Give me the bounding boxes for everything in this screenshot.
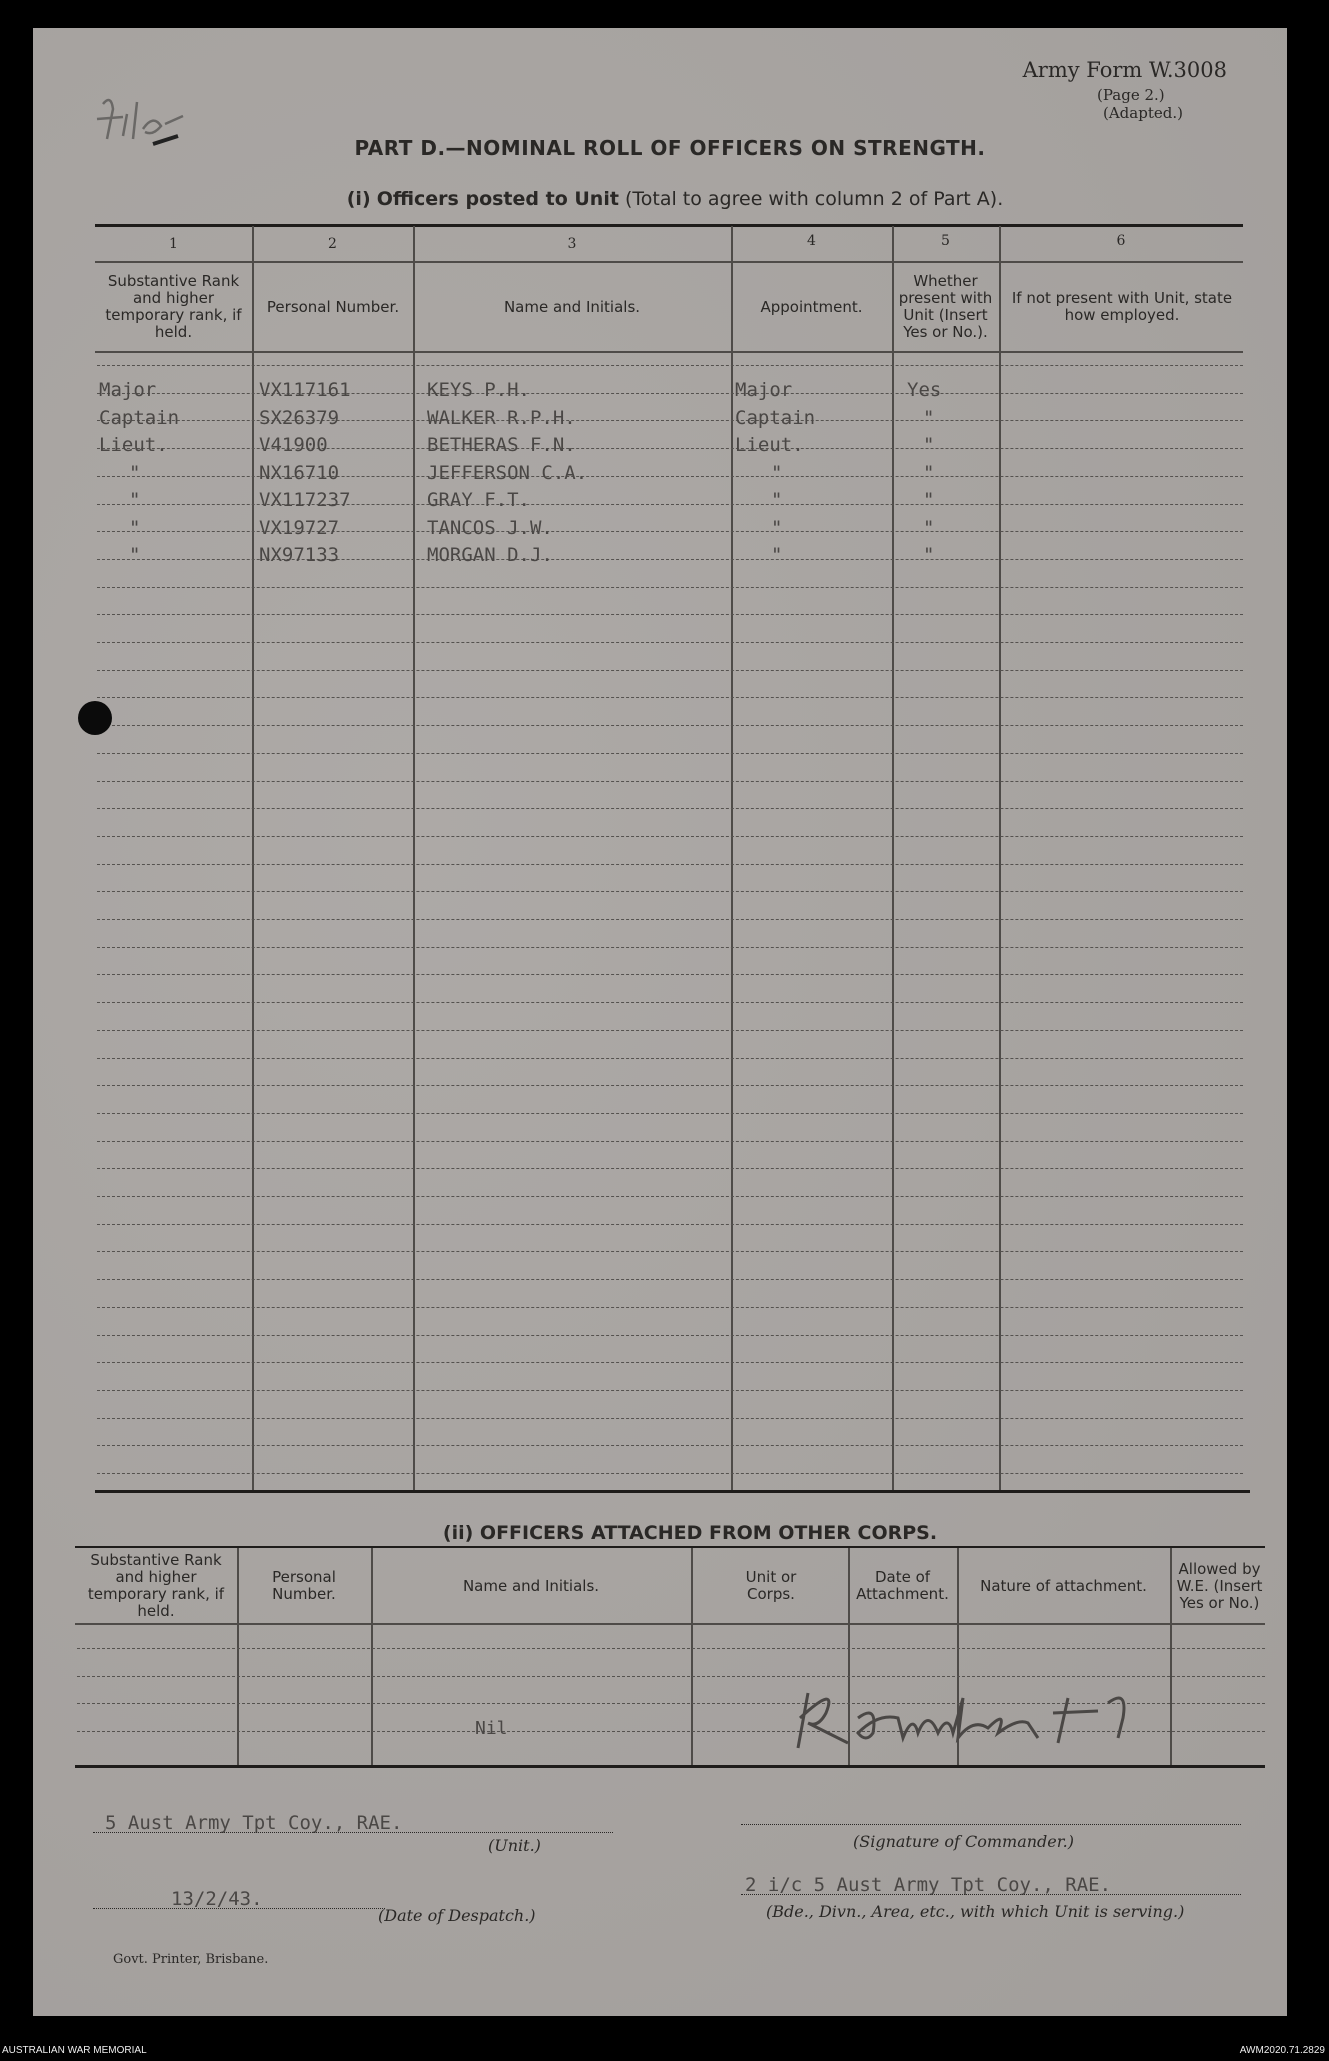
row-rule bbox=[97, 947, 1243, 948]
colnum-1: 1 bbox=[169, 236, 178, 252]
cell-name: JEFFERSON C.A. bbox=[427, 462, 588, 484]
row-rule bbox=[97, 1113, 1243, 1114]
cell-present: " bbox=[923, 407, 935, 429]
header-appointment: Appointment. bbox=[760, 297, 863, 316]
cell-number: NX97133 bbox=[259, 544, 340, 566]
row-rule bbox=[97, 891, 1243, 892]
row-rule bbox=[97, 974, 1243, 975]
date-caption: (Date of Despatch.) bbox=[378, 1906, 536, 1925]
cell-number: NX16710 bbox=[259, 462, 340, 484]
ii-header-rank: Substantive Rank and higher temporary rank, if held. bbox=[87, 1551, 225, 1620]
cell-appointment: " bbox=[771, 517, 783, 539]
row-rule bbox=[97, 1279, 1243, 1280]
signature-caption: (Signature of Commander.) bbox=[853, 1832, 1074, 1851]
part-d-title: PART D.—NOMINAL ROLL OF OFFICERS ON STRENGTH. bbox=[354, 136, 986, 160]
ii-row-rule bbox=[77, 1648, 1265, 1649]
cell-appointment: " bbox=[771, 489, 783, 511]
unit-value: 5 Aust Army Tpt Coy., RAE. bbox=[105, 1812, 403, 1834]
footer-accession: AWM2020.71.2829 bbox=[1239, 2045, 1325, 2056]
cell-appointment: " bbox=[771, 544, 783, 566]
part-ii-title: (ii) OFFICERS ATTACHED FROM OTHER CORPS. bbox=[442, 1522, 938, 1544]
colnum-rule bbox=[95, 261, 1243, 263]
row-rule bbox=[97, 725, 1243, 726]
signature-line bbox=[741, 1824, 1241, 1825]
col-divider-4 bbox=[892, 226, 894, 1490]
part-ii-top-rule bbox=[75, 1546, 1265, 1548]
subtitle-prefix: (i) bbox=[346, 188, 371, 210]
form-adapted: (Adapted.) bbox=[1103, 104, 1183, 122]
header-rank: Substantive Rank and higher temporary rank, if held. bbox=[105, 272, 242, 341]
cell-present: " bbox=[923, 544, 935, 566]
row-rule bbox=[97, 642, 1243, 643]
cell-number: VX19727 bbox=[259, 517, 340, 539]
col-divider-2 bbox=[413, 226, 415, 1490]
cell-rank: " bbox=[129, 544, 141, 566]
colnum-6: 6 bbox=[1116, 233, 1126, 249]
cell-present: Yes bbox=[907, 379, 942, 401]
form-page-number: (Page 2.) bbox=[1097, 86, 1165, 104]
ii-row-rule bbox=[77, 1676, 1265, 1677]
unit-line bbox=[93, 1832, 613, 1833]
commander-signature bbox=[778, 1678, 1278, 1758]
ii-header-date: Date of Attachment. bbox=[856, 1568, 949, 1603]
cell-present: " bbox=[923, 489, 935, 511]
header-employment: If not present with Unit, state how employed. bbox=[1011, 289, 1233, 324]
row-rule bbox=[97, 1418, 1243, 1419]
cell-present: " bbox=[923, 434, 935, 456]
row-rule bbox=[97, 781, 1243, 782]
cell-appointment: Lieut. bbox=[735, 434, 804, 456]
row-rule bbox=[97, 365, 1243, 366]
cell-rank: " bbox=[129, 489, 141, 511]
row-rule bbox=[97, 864, 1243, 865]
row-rule bbox=[97, 836, 1243, 837]
table-bottom-rule bbox=[95, 1490, 1250, 1493]
cell-name: BETHERAS F.N. bbox=[427, 434, 576, 456]
cell-name: KEYS P.H. bbox=[427, 379, 530, 401]
cell-present: " bbox=[923, 462, 935, 484]
punch-hole bbox=[78, 701, 112, 735]
row-rule bbox=[97, 1141, 1243, 1142]
row-rule bbox=[97, 1196, 1243, 1197]
bde-caption: (Bde., Divn., Area, etc., with which Unit is serving.) bbox=[766, 1902, 1185, 1921]
ii-header-unit: Unit or Corps. bbox=[745, 1568, 797, 1603]
cell-number: SX26379 bbox=[259, 407, 340, 429]
row-rule bbox=[97, 1251, 1243, 1252]
row-rule bbox=[97, 1168, 1243, 1169]
part-d-subtitle bbox=[33, 188, 1287, 210]
header-rule bbox=[95, 351, 1243, 353]
cell-name: MORGAN D.J. bbox=[427, 544, 553, 566]
row-rule bbox=[97, 808, 1243, 809]
table-top-rule bbox=[95, 224, 1243, 227]
bde-value: 2 i/c 5 Aust Army Tpt Coy., RAE. bbox=[745, 1874, 1112, 1896]
date-value: 13/2/43. bbox=[171, 1888, 263, 1910]
form-page bbox=[33, 28, 1287, 2016]
subtitle-rest: (Total to agree with column 2 of Part A). bbox=[624, 188, 1004, 210]
cell-rank: Major bbox=[99, 379, 157, 401]
nil-entry: Nil bbox=[475, 1718, 508, 1739]
cell-present: " bbox=[923, 517, 935, 539]
ii-header-name: Name and Initials. bbox=[462, 1576, 600, 1595]
colnum-5: 5 bbox=[941, 233, 950, 249]
cell-number: VX117237 bbox=[259, 489, 351, 511]
ii-col-divider-3 bbox=[691, 1548, 693, 1765]
col-divider-1 bbox=[252, 226, 254, 1490]
bde-line bbox=[741, 1894, 1241, 1895]
row-rule bbox=[97, 587, 1243, 588]
row-rule bbox=[97, 1002, 1243, 1003]
cell-appointment: Captain bbox=[735, 407, 816, 429]
ii-col-divider-1 bbox=[237, 1548, 239, 1765]
row-rule bbox=[97, 1085, 1243, 1086]
row-rule bbox=[97, 1362, 1243, 1363]
form-number: Army Form W.3008 bbox=[1022, 58, 1227, 82]
colnum-2: 2 bbox=[328, 236, 337, 252]
ii-header-allowed: Allowed by W.E. (Insert Yes or No.) bbox=[1176, 1559, 1263, 1612]
date-line bbox=[93, 1908, 385, 1909]
ii-header-nature: Nature of attachment. bbox=[980, 1576, 1147, 1595]
cell-name: GRAY F.T. bbox=[427, 489, 530, 511]
row-rule bbox=[97, 1030, 1243, 1031]
unit-caption: (Unit.) bbox=[488, 1836, 541, 1855]
row-rule bbox=[97, 1307, 1243, 1308]
colnum-4: 4 bbox=[807, 233, 816, 249]
cell-name: WALKER R.P.H. bbox=[427, 407, 576, 429]
cell-rank: Captain bbox=[99, 407, 180, 429]
cell-rank: " bbox=[129, 462, 141, 484]
cell-number: V41900 bbox=[259, 434, 328, 456]
row-rule bbox=[97, 1445, 1243, 1446]
header-personal-number: Personal Number. bbox=[266, 297, 400, 316]
row-rule bbox=[97, 1224, 1243, 1225]
cell-rank: Lieut. bbox=[99, 434, 168, 456]
part-ii-header-rule bbox=[75, 1623, 1265, 1625]
header-name: Name and Initials. bbox=[503, 297, 641, 316]
cell-name: TANCOS J.W. bbox=[427, 517, 553, 539]
row-rule bbox=[97, 1335, 1243, 1336]
row-rule bbox=[97, 753, 1243, 754]
row-rule bbox=[97, 614, 1243, 615]
row-rule bbox=[97, 1390, 1243, 1391]
row-rule bbox=[97, 1058, 1243, 1059]
row-rule bbox=[97, 919, 1243, 920]
ii-header-personal-number: Personal Number. bbox=[272, 1568, 336, 1603]
cell-rank: " bbox=[129, 517, 141, 539]
cell-appointment: Major bbox=[735, 379, 793, 401]
cell-appointment: " bbox=[771, 462, 783, 484]
subtitle-bold: Officers posted to Unit bbox=[376, 188, 619, 210]
printer-imprint: Govt. Printer, Brisbane. bbox=[113, 1952, 269, 1967]
part-ii-bottom-rule bbox=[75, 1765, 1265, 1768]
row-rule bbox=[97, 697, 1243, 698]
col-divider-3 bbox=[731, 226, 733, 1490]
row-rule bbox=[97, 670, 1243, 671]
cell-number: VX117161 bbox=[259, 379, 351, 401]
footer-institution: AUSTRALIAN WAR MEMORIAL bbox=[2, 2045, 147, 2056]
col-divider-5 bbox=[999, 226, 1001, 1490]
row-rule bbox=[97, 1473, 1243, 1474]
header-present: Whether present with Unit (Insert Yes or No.). bbox=[898, 272, 993, 341]
colnum-3: 3 bbox=[567, 236, 577, 252]
